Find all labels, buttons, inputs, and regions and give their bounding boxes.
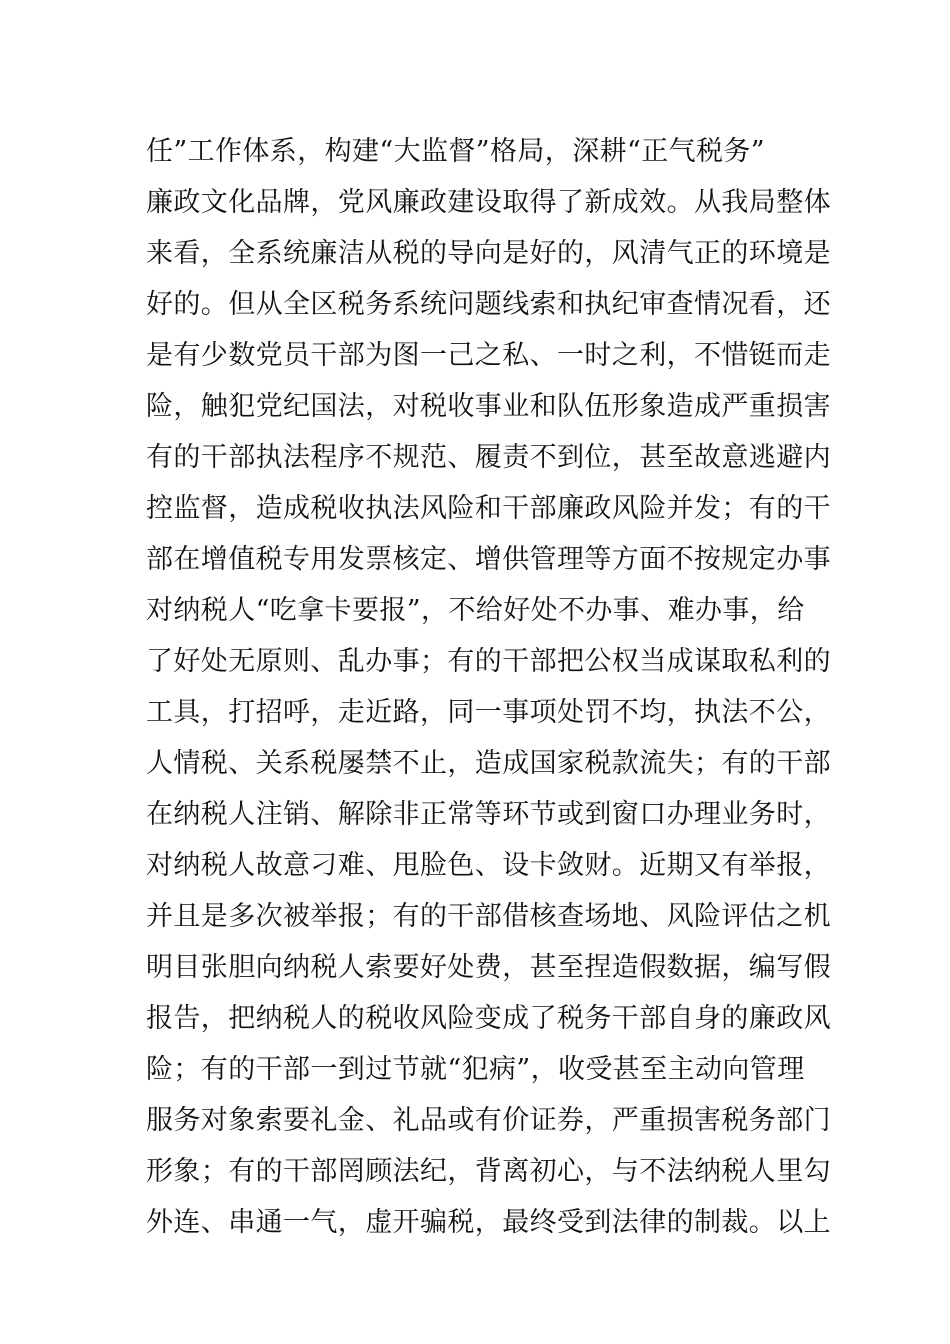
text-line: 明目张胆向纳税人索要好处费，甚至捏造假数据，编写假 bbox=[146, 952, 831, 983]
text-line: 廉政文化品牌，党风廉政建设取得了新成效。从我局整体 bbox=[146, 187, 831, 218]
text-line: 控监督，造成税收执法风险和干部廉政风险并发；有的干 bbox=[146, 493, 831, 524]
text-line: 并且是多次被举报；有的干部借核查场地、风险评估之机 bbox=[146, 901, 831, 932]
text-line: 工具，打招呼，走近路，同一事项处罚不均，执法不公， bbox=[146, 697, 831, 728]
text-line: 外连、串通一气，虚开骗税，最终受到法律的制裁。以上 bbox=[146, 1207, 831, 1238]
text-line: 形象；有的干部罔顾法纪，背离初心，与不法纳税人里勾 bbox=[146, 1156, 831, 1187]
text-line: 好的。但从全区税务系统问题线索和执纪审查情况看，还 bbox=[146, 289, 831, 320]
text-line: 险，触犯党纪国法，对税收事业和队伍形象造成严重损害 bbox=[146, 391, 831, 422]
text-line: 报告，把纳税人的税收风险变成了税务干部自身的廉政风 bbox=[146, 1003, 831, 1034]
body-text bbox=[146, 126, 831, 1248]
text-line: 服务对象索要礼金、礼品或有价证券，严重损害税务部门 bbox=[146, 1105, 831, 1136]
text-line: 任”工作体系，构建“大监督”格局，深耕“正气税务” bbox=[146, 136, 766, 167]
text-line: 对纳税人故意刁难、甩脸色、设卡敛财。近期又有举报， bbox=[146, 850, 831, 881]
text-line: 有的干部执法程序不规范、履责不到位，甚至故意逃避内 bbox=[146, 442, 831, 473]
text-line: 险；有的干部一到过节就“犯病”，收受甚至主动向管理 bbox=[146, 1054, 805, 1085]
text-line: 了好处无原则、乱办事；有的干部把公权当成谋取私利的 bbox=[146, 646, 831, 677]
text-line: 对纳税人“吃拿卡要报”，不给好处不办事、难办事，给 bbox=[146, 595, 805, 626]
text-line: 部在增值税专用发票核定、增供管理等方面不按规定办事 bbox=[146, 544, 831, 575]
text-line: 人情税、关系税屡禁不止，造成国家税款流失；有的干部 bbox=[146, 748, 831, 779]
text-line: 在纳税人注销、解除非正常等环节或到窗口办理业务时， bbox=[146, 799, 831, 830]
text-line: 来看，全系统廉洁从税的导向是好的，风清气正的环境是 bbox=[146, 238, 831, 269]
text-line: 是有少数党员干部为图一己之私、一时之利，不惜铤而走 bbox=[146, 340, 831, 371]
